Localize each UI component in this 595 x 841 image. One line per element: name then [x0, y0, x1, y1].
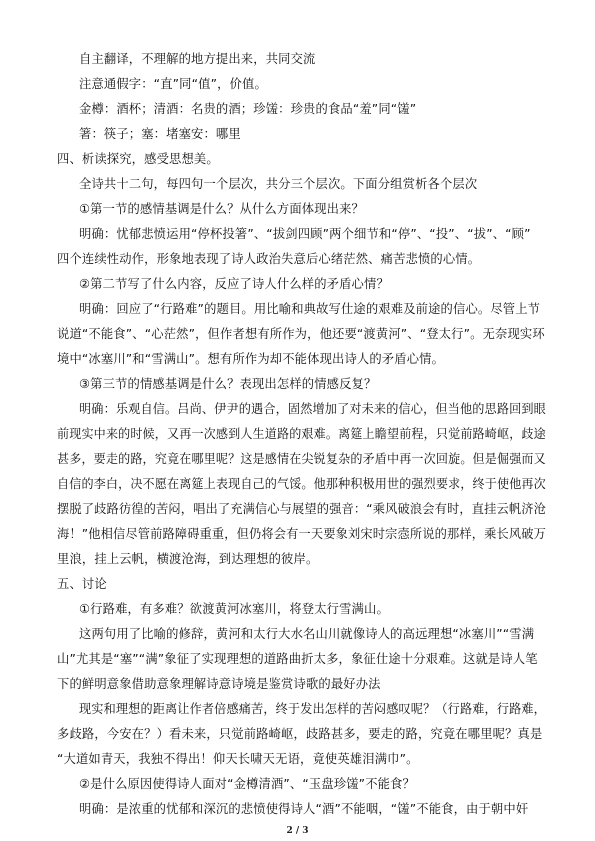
paragraph-line: 下的鲜明意象借助意象理解诗意诗境是鉴赏诗歌的最好办法: [57, 677, 381, 691]
paragraph-line: 前现实中来的时候，又再一次感到人生道路的艰难。离筵上瞻望前程，只觉前路崎岖，歧途: [57, 427, 546, 441]
paragraph-line: 境中“冰塞川”和“雪满山”。想有所作为却不能体现出诗人的矛盾心情。: [57, 352, 445, 366]
question-line: ②第二节写了什么内容，反应了诗人什么样的矛盾心情？: [79, 277, 389, 291]
paragraph-line: 摆脱了歧路彷徨的苦闷，唱出了充满信心与展望的强音：“乘风破浪会有时，直挂云帆济沧: [57, 502, 546, 516]
paragraph-line: 明确：回应了“行路难”的题目。用比喻和典故写仕途的艰难及前途的信心。尽管上节: [79, 302, 541, 316]
question-line: ①行路难，有多难？欲渡黄河冰塞川，将登太行雪满山。: [79, 602, 389, 616]
paragraph-line: 说道“不能食”、“心茫然”，但作者想有所作为，他还要“渡黄河”、“登太行”。无奈现实环: [57, 327, 545, 341]
paragraph-line: 注意通假字：“直”同“值”，价值。: [79, 77, 267, 91]
question-line: ①第一节的感情基调是什么？从什么方面体现出来？: [79, 202, 365, 216]
paragraph-line: 明确：乐观自信。吕尚、伊尹的遇合，固然增加了对未来的信心，但当他的思路回到眼: [79, 402, 546, 416]
paragraph-line: 这两句用了比喻的修辞，黄河和太行大水名山川就像诗人的高远理想“冰塞川”“雪满: [79, 627, 535, 641]
section-heading: 五、讨论: [57, 577, 107, 591]
paragraph-line: “大道如青天，我独不得出！仰天长啸天无语，竟使英雄泪满巾”。: [57, 752, 419, 766]
paragraph-line: 甚多，要走的路，究竟在哪里呢？这是感情在尖锐复杂的矛盾中再一次回旋。但是倔强而又: [57, 452, 546, 466]
paragraph-line: 海！”他相信尽管前路障碍重重，但仍将会有一天要象刘宋时宗悫所说的那样，乘长风破万: [57, 527, 546, 541]
paragraph-line: 自信的李白，决不愿在离筵上表现自己的气馁。他那种积极用世的强烈要求，终于使他再次: [57, 477, 546, 491]
section-heading: 四、析读探究，感受思想美。: [57, 152, 219, 166]
question-line: ③第三节的情感基调是什么？表现出怎样的情感反复？: [79, 377, 377, 391]
paragraph-line: 明确：是浓重的忧郁和深沉的悲愤使得诗人“酒”不能咽，“馐”不能食，由于朝中奸: [79, 802, 529, 816]
paragraph-line: 全诗共十二句，每四句一个层次，共分三个层次。下面分组赏析各个层次: [79, 177, 478, 191]
page-number: 2 / 3: [286, 826, 309, 836]
paragraph-line: 箸：筷子；塞：堵塞安：哪里: [79, 127, 241, 141]
paragraph-line: 多歧路，今安在？）看未来，只觉前路崎岖，歧路甚多，要走的路，究竟在哪里呢？真是: [57, 727, 543, 741]
paragraph-line: 四个连续性动作，形象地表现了诗人政治失意后心绪茫然、痛苦悲愤的心情。: [57, 252, 481, 266]
paragraph-line: 山”尤其是“塞”“满”象征了实现理想的道路曲折太多，象征仕途十分艰难。这就是诗人笔: [57, 652, 538, 666]
paragraph-line: 金樽：酒杯；清酒：名贵的酒；珍馐：珍贵的食品“羞”同“馐”: [79, 102, 417, 116]
paragraph-line: 里浪，挂上云帆，横渡沧海，到达理想的彼岸。: [57, 552, 319, 566]
paragraph-line: 明确：忧郁悲愤运用“停杯投箸”、“拔剑四顾”两个细节和“停”、“投”、“拔”、“顾”: [79, 227, 531, 241]
paragraph-line: 现实和理想的距离让作者倍感痛苦，终于发出怎样的苦闷感叹呢？（行路难，行路难，: [79, 702, 546, 716]
paragraph-line: 自主翻译，不理解的地方提出来，共同交流: [79, 52, 316, 66]
question-line: ②是什么原因使得诗人面对“金樽清酒”、“玉盘珍馐”不能食？: [79, 777, 415, 791]
